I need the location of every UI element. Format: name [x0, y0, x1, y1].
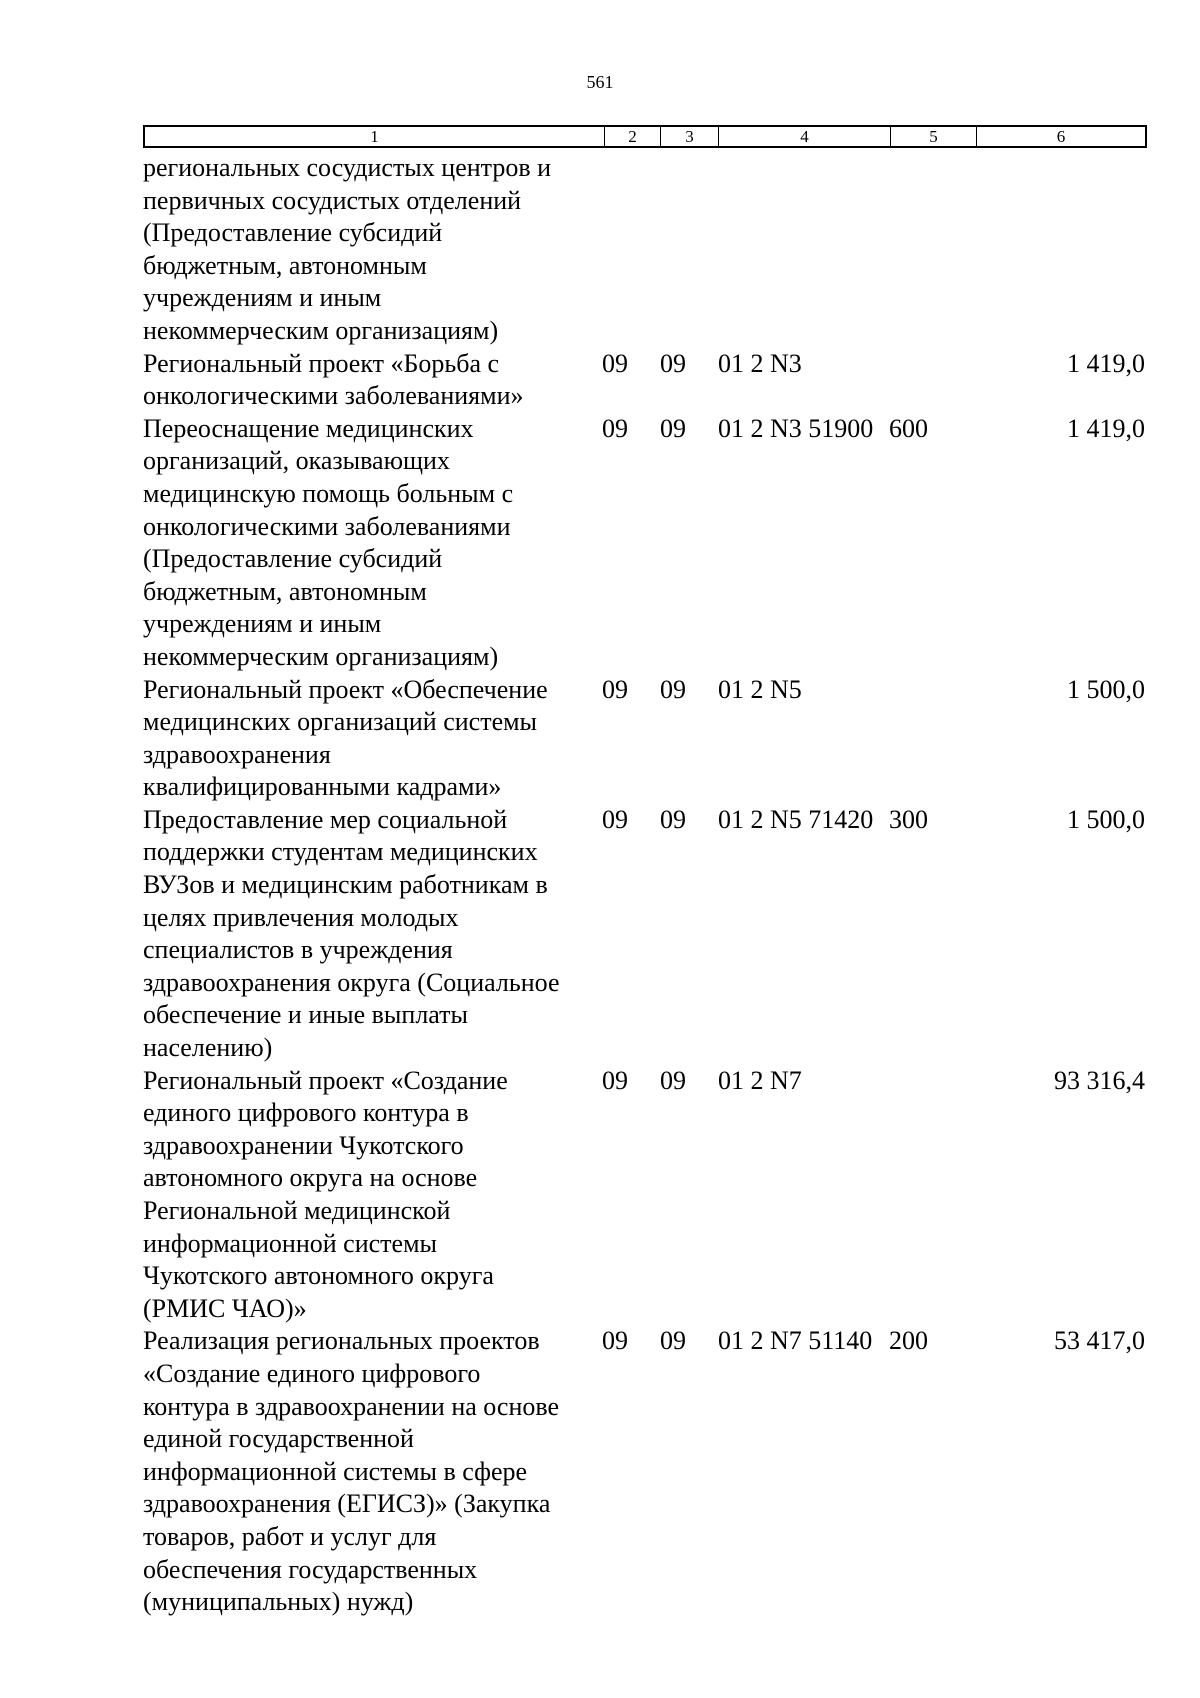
row-subsection: 09 [660, 348, 686, 378]
row-expense-type: 600 [889, 413, 928, 443]
table-body [143, 152, 1147, 1619]
row-expense-type: 300 [889, 804, 928, 834]
row-section: 09 [602, 804, 628, 834]
header-col-4: 4 [719, 127, 891, 146]
row-amount: 1 419,0 [1067, 413, 1145, 443]
table-row [143, 152, 1147, 348]
row-target-code: 01 2 N3 [718, 348, 802, 378]
row-name: Региональный проект «Борьба с онкологическими заболеваниями» [143, 348, 524, 411]
table-header [143, 125, 1147, 148]
row-name: Региональный проект «Обеспечение медицинских организаций системы здравоохранения квалифицированными кадрами» [143, 674, 548, 802]
row-amount: 53 417,0 [1054, 1326, 1145, 1356]
row-name: Региональный проект «Создание единого цифрового контура в здравоохранении Чукотского автономного округа на основе Региональной медицинской информационной системы Чукотского автономного округа (РМИС ЧАО)» [143, 1065, 508, 1323]
table-row [143, 1065, 1147, 1326]
table-row [143, 1325, 1147, 1618]
row-target-code: 01 2 N5 [718, 674, 802, 704]
header-col-5: 5 [891, 127, 977, 146]
row-section: 09 [602, 674, 628, 704]
header-col-6: 6 [1056, 127, 1066, 146]
row-subsection: 09 [660, 413, 686, 443]
row-section: 09 [602, 413, 628, 443]
row-section: 09 [602, 1326, 628, 1356]
row-amount: 93 316,4 [1054, 1065, 1145, 1095]
row-amount: 1 500,0 [1067, 804, 1145, 834]
row-target-code: 01 2 N7 51140 [718, 1326, 873, 1356]
table-row [143, 348, 1147, 413]
row-subsection: 09 [660, 1326, 686, 1356]
row-subsection: 09 [660, 1065, 686, 1095]
row-name: региональных сосудистых центров и первичных сосудистых отделений (Предоставление субсидий бюджетным, автономным учреждениям и иным некоммерческим организациям) [143, 153, 552, 345]
table-row [143, 804, 1147, 1065]
row-expense-type: 200 [889, 1326, 928, 1356]
header-col-3: 3 [661, 127, 719, 146]
table-row [143, 413, 1147, 674]
row-name: Реализация региональных проектов «Создание единого цифрового контура в здравоохранении на основе единой государственной информационной системы в сфере здравоохранения (ЕГИСЗ)» (Закупка товаров, работ и услуг для обеспечения государственных (муниципальных) нужд) [143, 1326, 560, 1617]
page-number: 561 [586, 72, 614, 92]
row-target-code: 01 2 N7 [718, 1065, 802, 1095]
table-row [143, 674, 1147, 804]
row-name: Предоставление мер социальной поддержки студентам медицинских ВУЗов и медицинским работникам в целях привлечения молодых специалистов в учреждения здравоохранения округа (Социальное обеспечение и иные выплаты населению) [143, 804, 560, 1063]
row-target-code: 01 2 N5 71420 [718, 804, 874, 834]
row-section: 09 [602, 1065, 628, 1095]
row-section: 09 [602, 348, 628, 378]
row-amount: 1 500,0 [1067, 674, 1145, 704]
row-subsection: 09 [660, 674, 686, 704]
row-subsection: 09 [660, 804, 686, 834]
header-col-1: 1 [145, 127, 605, 146]
row-target-code: 01 2 N3 51900 [718, 413, 874, 443]
row-name: Переоснащение медицинских организаций, оказывающих медицинскую помощь больным с онкологическими заболеваниями (Предоставление субсидий бюджетным, автономным учреждениям и иным некоммерческим организациям) [143, 413, 514, 671]
header-col-2: 2 [605, 127, 661, 146]
row-amount: 1 419,0 [1067, 348, 1145, 378]
